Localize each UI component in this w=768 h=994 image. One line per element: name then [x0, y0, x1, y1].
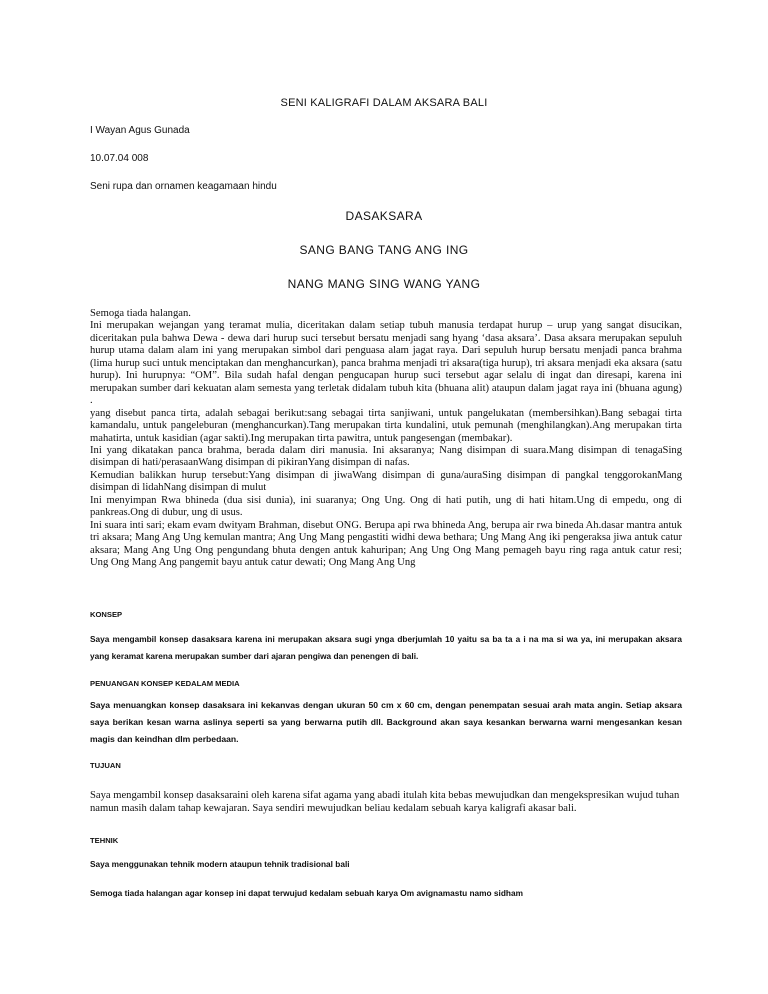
author-name: I Wayan Agus Gunada	[90, 125, 190, 136]
body-paragraph: Ini suara inti sari; ekam evam dwityam Brahman, disebut ONG. Berupa api rwa bhineda Ang, berupa air rwa bineda Ah.dasar mantra antuk tri aksara; Mang Ang Ung kemulan mantra; Ang Ung Mang pengastiti widhi dewa bethara; Ung Mang Ang iki pengeraksa jiwa antuk catur aksara; Mang Ang Ung Ong pengundang bhuta dengen antuk kahuripan; Ang Ung Ong Mang pemageh bayu ring raga antuk catur resi; Ung Ong Mang Ang pangemit bayu antuk catur dewati; Ong Mang Ang Ung	[90, 519, 682, 569]
tehnik-text: Saya menggunakan tehnik modern ataupun tehnik tradisional bali	[90, 859, 350, 869]
penuangan-text: Saya menuangkan konsep dasaksara ini kekanvas dengan ukuran 50 cm x 60 cm, dengan penempatan sesuai arah mata angin. Setiap aksara saya berikan kesan warna aslinya seperti sa yang berwarna putih dll. Background akan saya kesankan berwarna warni mengesankan kesan magis dan keindhan dlm perbedaan.	[90, 700, 682, 744]
section-label-tujuan: TUJUAN	[90, 761, 121, 770]
heading-dasaksara: DASAKSARA	[345, 209, 423, 223]
heading-sang-bang: SANG BANG TANG ANG ING	[299, 243, 469, 257]
body-paragraph: Ini menyimpan Rwa bhineda (dua sisi dunia), ini suaranya; Ong Ung. Ong di hati putih, ung di hati hitam.Ung di empedu, ong di pankreas.Ong di dubur, ung di usus.	[90, 494, 682, 519]
heading-nang-mang: NANG MANG SING WANG YANG	[287, 277, 481, 291]
body-paragraph: Semoga tiada halangan.	[90, 308, 191, 319]
section-label-konsep: KONSEP	[90, 610, 123, 619]
section-label-penuangan: PENUANGAN KONSEP KEDALAM MEDIA	[90, 679, 240, 688]
tujuan-paragraph: Saya mengambil konsep dasaksaraini oleh karena sifat agama yang abadi itulah kita bebas mewujudkan dan mengekspresikan wujud tuhan namun masih dalam tahap kewajaran. Saya sendiri mewujudkan beliau kedalam sebuah karya kaligrafi akasar bali.	[90, 790, 680, 814]
section-label-tehnik: TEHNIK	[90, 836, 119, 845]
tujuan-text	[90, 789, 682, 815]
body-paragraph: yang disebut panca tirta, adalah sebagai berikut:sang sebagai tirta sanjiwani, untuk pangelukatan (membersihkan).Bang sebagai tirta kamandalu, untuk pangeleburan (menghancurkan).Tang merupakan tirta kundalini, utuk pemunah (menghilangkan).Ang merupakan tirta mahatirta, untuk kasidian (agar sakti).Ing merupakan tirta pawitra, untuk pangesengan (membakar).	[90, 407, 682, 444]
document-title: SENI KALIGRAFI DALAM AKSARA BALI	[280, 97, 488, 109]
subject-line: Seni rupa dan ornamen keagamaan hindu	[90, 181, 277, 192]
body-text	[90, 308, 682, 570]
konsep-text: Saya mengambil konsep dasaksara karena ini merupakan aksara sugi ynga dberjumlah 10 yaitu sa ba ta a i na ma si wa ya, ini merupakan aksara yang keramat karena merupakan sumber dari ajaran pengiwa dan penengen di bali.	[90, 634, 682, 661]
body-paragraph: Ini merupakan wejangan yang teramat mulia, diceritakan dalam setiap tubuh manusia terdapat hurup – urup yang sangat disucikan, diceritakan pula bahwa Dewa - dewa dari hurup suci tersebut bersatu menjadi sang hyang ‘dasa aksara’. Dasa aksara merupakan sepuluh hurup utama dalam alam ini yang merupakan simbol dari penguasa alam jagat raya. Dari sepuluh hurup bersatu menjadi panca brahma (lima hurup suci untuk menciptakan dan menghancurkan), panca brahma menjadi tri aksara(tiga hurup), tri aksara menjadi eka aksara (satu hurup). Ini hurupnya: “OM”. Bila sudah hafal dengan pengucapan hurup suci tersebut agar selalu di ingat dan diresapi, karena ini merupakan sumber dari kekuatan alam semesta yang terletak didalam tubuh kita (bhuana alit) ataupun dalam jagat raya ini (bhuana agung) .	[90, 320, 682, 407]
closing-text: Semoga tiada halangan agar konsep ini dapat terwujud kedalam sebuah karya Om avignamastu namo sidham	[90, 888, 523, 898]
student-id: 10.07.04 008	[90, 153, 149, 164]
body-paragraph: Kemudian balikkan hurup tersebut:Yang disimpan di jiwaWang disimpan di guna/auraSing disimpan di pangkal tenggorokanMang disimpan di lidahNang disimpan di mulut	[90, 469, 682, 494]
body-paragraph: Ini yang dikatakan panca brahma, berada dalam diri manusia. Ini aksaranya; Nang disimpan di suara.Mang disimpan di tenagaSing disimpan di hati/perasaanWang disimpan di pikiranYang disimpan di nafas.	[90, 444, 682, 469]
